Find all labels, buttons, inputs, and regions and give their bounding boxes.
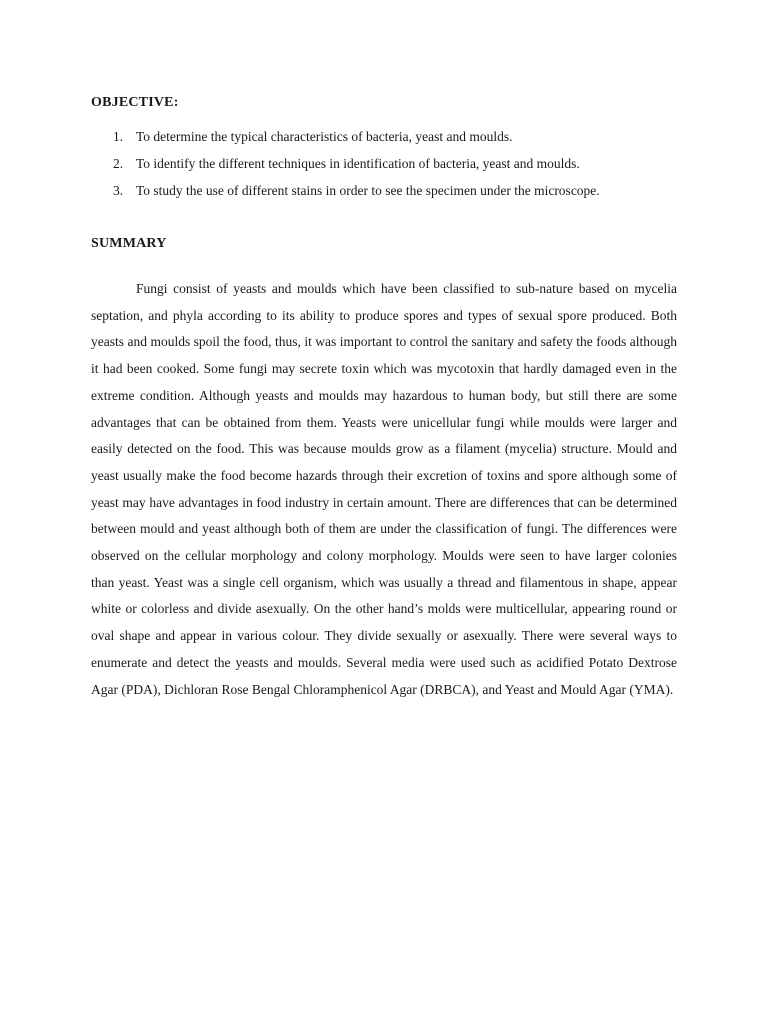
objective-item-text: To study the use of different stains in order to see the specimen under the microscope.	[136, 183, 600, 198]
objective-item-number: 2.	[113, 156, 124, 171]
objective-item-text: To identify the different techniques in identification of bacteria, yeast and moulds.	[136, 156, 580, 171]
objective-heading: OBJECTIVE:	[91, 95, 179, 110]
objective-item-text: To determine the typical characteristics of bacteria, yeast and moulds.	[136, 129, 513, 144]
objective-item	[91, 128, 691, 155]
objective-item-number: 3.	[113, 183, 124, 198]
summary-paragraph: Fungi consist of yeasts and moulds which have been classified to sub-nature based on mycelia septation, and phyla according to its ability to produce spores and types of sexual spore produced. Both yeasts and moulds spoil the food, thus, it was important to control the sanitary and safety the foods although it had been cooked. Some fungi may secrete toxin which was mycotoxin that hardly damaged even in the extreme condition. Although yeasts and moulds may hazardous to human body, but still there are some advantages that can be obtained from them. Yeasts were unicellular fungi while moulds were larger and easily detected on the food. This was because moulds grow as a filament (mycelia) structure. Mould and yeast usually make the food become hazards through their excretion of toxins and spore although some of yeast may have advantages in food industry in certain amount. There are differences that can be determined between mould and yeast although both of them are under the classification of fungi. The differences were observed on the cellular morphology and colony morphology. Moulds were seen to have larger colonies than yeast. Yeast was a single cell organism, which was usually a thread and filamentous in shape, appear white or colorless and divide asexually. On the other hand’s molds were multicellular, appearing round or oval shape and appear in various colour. They divide sexually or asexually. There were several ways to enumerate and detect the yeasts and moulds. Several media were used such as acidified Potato Dextrose Agar (PDA), Dichloran Rose Bengal Chloramphenicol Agar (DRBCA), and Yeast and Mould Agar (YMA).	[91, 281, 677, 697]
objective-item	[91, 155, 691, 182]
summary-heading: SUMMARY	[91, 236, 167, 251]
objective-item	[91, 182, 691, 209]
objective-item-number: 1.	[113, 129, 124, 144]
objective-list	[91, 128, 691, 209]
